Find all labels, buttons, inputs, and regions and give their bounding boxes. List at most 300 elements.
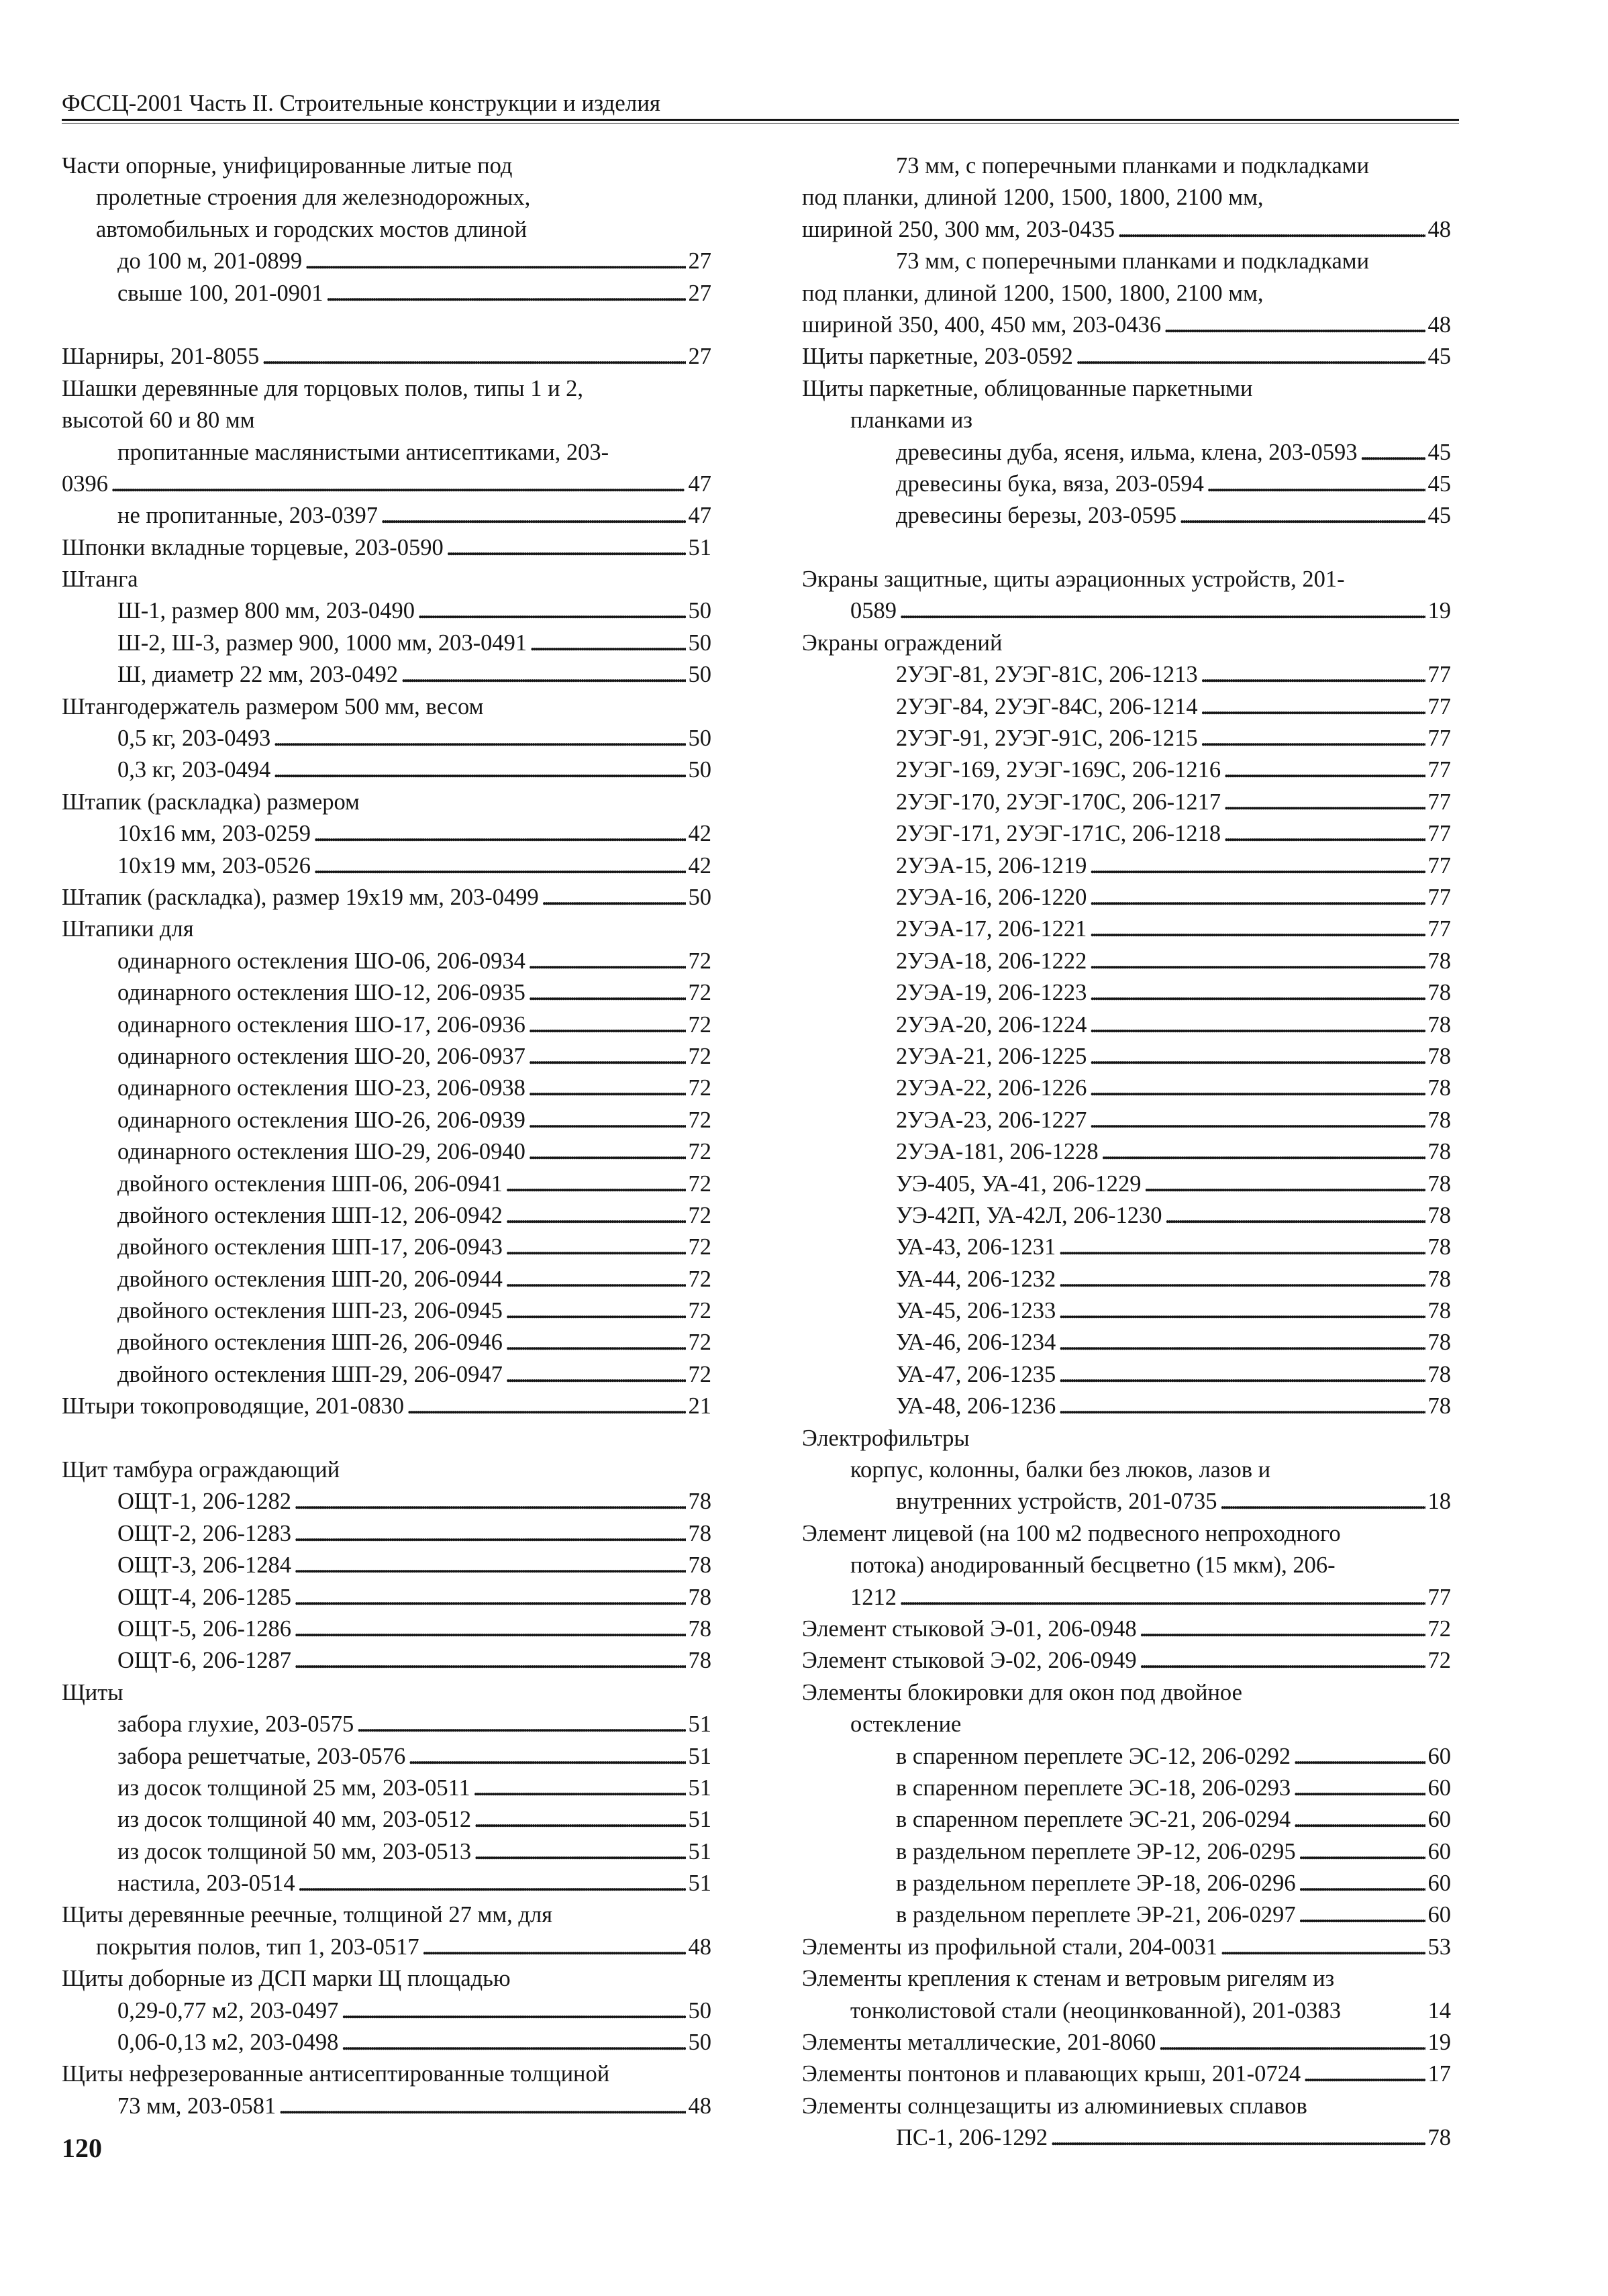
entry-text: забора решетчатые, 203-0576 — [117, 1743, 406, 1769]
index-entry — [62, 2058, 711, 2090]
entry-text: древесины дуба, ясеня, ильма, клена, 203-0593 — [896, 439, 1358, 465]
index-entry — [802, 1550, 1451, 1581]
dot-leader — [1089, 946, 1425, 977]
entry-text: Шашки деревянные для торцовых полов, типы 1 и 2, — [62, 375, 584, 401]
index-entry — [62, 913, 711, 945]
page-reference: 42 — [688, 821, 711, 847]
index-entry — [802, 1836, 1451, 1868]
entry-text: 0589 — [850, 598, 897, 624]
page-reference: 78 — [1427, 1043, 1451, 1069]
dot-leader — [446, 532, 686, 564]
page-reference: 72 — [688, 1170, 711, 1197]
entry-text: ОЩТ-1, 206-1282 — [117, 1489, 292, 1515]
entry-text: 2УЭГ-171, 2УЭГ-171С, 206-1218 — [896, 821, 1221, 847]
entry-text: Экраны ограждений — [802, 630, 1003, 656]
page-reference: 47 — [688, 503, 711, 529]
index-entry — [802, 1200, 1451, 1232]
entry-text: УЭ-42П, УА-42Л, 206-1230 — [896, 1202, 1162, 1228]
page-reference: 77 — [1427, 852, 1451, 879]
page-reference: 51 — [688, 1775, 711, 1801]
entry-text: Штапик (раскладка), размер 19х19 мм, 203-0499 — [62, 884, 539, 910]
page-reference: 78 — [1427, 1330, 1451, 1356]
page-reference: 42 — [688, 852, 711, 879]
index-entry — [62, 1550, 711, 1581]
index-entry — [802, 341, 1451, 372]
entry-text: 2УЭГ-84, 2УЭГ-84С, 206-1214 — [896, 693, 1198, 719]
index-entry — [802, 1391, 1451, 1422]
page-reference: 27 — [688, 248, 711, 274]
dot-leader — [899, 1582, 1425, 1613]
page-reference: 77 — [1427, 1584, 1451, 1610]
entry-text: Элемент стыковой Э-01, 206-0948 — [802, 1615, 1137, 1642]
dot-leader — [474, 1836, 685, 1868]
entry-text: УЭ-405, УА-41, 206-1229 — [896, 1170, 1142, 1197]
index-entry — [62, 628, 711, 659]
dot-leader — [1165, 1200, 1425, 1232]
entry-text: Щиты доборные из ДСП марки Щ площадью — [62, 1966, 511, 1992]
entry-text: 0,29-0,77 м2, 203-0497 — [117, 1997, 339, 2024]
index-entry — [802, 1264, 1451, 1295]
page-reference: 51 — [688, 1838, 711, 1864]
entry-text: 0,5 кг, 203-0493 — [117, 726, 271, 752]
dot-leader — [341, 1995, 685, 2027]
index-entry — [62, 1105, 711, 1136]
entry-text: УА-48, 206-1236 — [896, 1393, 1056, 1419]
index-entry — [802, 1773, 1451, 1804]
dot-leader — [1201, 691, 1425, 723]
index-entry — [62, 1359, 711, 1391]
index-entry — [62, 723, 711, 754]
page-reference: 78 — [688, 1489, 711, 1515]
page-reference: 60 — [1427, 1838, 1451, 1864]
index-entry — [62, 437, 711, 468]
index-entry — [802, 182, 1451, 213]
dot-leader — [305, 246, 685, 277]
dot-leader — [341, 2027, 685, 2058]
index-entry — [62, 214, 711, 246]
page-reference: 53 — [1427, 1934, 1451, 1960]
dot-leader — [1058, 1232, 1425, 1263]
page-reference: 72 — [688, 1139, 711, 1165]
page-reference: 78 — [1427, 1266, 1451, 1292]
index-entry — [802, 850, 1451, 882]
index-entry — [802, 882, 1451, 913]
dot-leader — [1207, 468, 1425, 500]
page-reference: 60 — [1427, 1870, 1451, 1897]
page-reference: 78 — [1427, 1234, 1451, 1260]
entry-text: одинарного остекления ШО-23, 206-0938 — [117, 1075, 525, 1101]
page-reference: 78 — [1427, 1139, 1451, 1165]
dot-leader — [528, 1105, 686, 1136]
index-entry — [62, 405, 711, 436]
dot-leader — [1293, 1741, 1425, 1773]
index-entry — [62, 1836, 711, 1868]
entry-text: пропитанные маслянистыми антисептиками, 203- — [117, 439, 609, 465]
entry-text: 2УЭА-181, 206-1228 — [896, 1139, 1099, 1165]
index-entry — [802, 1995, 1451, 2027]
dot-leader — [294, 1486, 685, 1517]
page-reference: 60 — [1427, 1807, 1451, 1833]
entry-text: 1212 — [850, 1584, 897, 1610]
entry-text: Части опорные, унифицированные литые под — [62, 153, 513, 179]
index-entry — [62, 1295, 711, 1327]
entry-text: Штапик (раскладка) размером — [62, 789, 360, 815]
page-reference: 78 — [688, 1615, 711, 1642]
entry-text: шириной 250, 300 мм, 203-0435 — [802, 216, 1115, 242]
entry-text: Элементы крепления к стенам и ветровым ригелям из — [802, 1966, 1335, 1992]
dot-leader — [111, 468, 686, 500]
dot-leader — [1089, 977, 1425, 1009]
entry-text: 10х19 мм, 203-0526 — [117, 852, 311, 879]
entry-text: одинарного остекления ШО-20, 206-0937 — [117, 1043, 525, 1069]
index-entry — [62, 1899, 711, 1931]
dot-leader — [505, 1200, 686, 1232]
running-header: ФССЦ-2001 Часть II. Строительные конструкции и изделия — [62, 90, 661, 116]
index-entry — [62, 659, 711, 691]
dot-leader — [273, 754, 685, 786]
page-number: 120 — [62, 2133, 102, 2163]
index-entry — [62, 1486, 711, 1517]
entry-text: в раздельном переплете ЭР-21, 206-0297 — [896, 1902, 1296, 1928]
index-entry — [62, 754, 711, 786]
index-entry — [62, 818, 711, 850]
page-reference: 78 — [688, 1552, 711, 1579]
index-entry — [62, 1391, 711, 1422]
entry-text: Элементы металлические, 201-8060 — [802, 2030, 1156, 2056]
dot-leader — [542, 882, 686, 913]
index-entry — [62, 373, 711, 405]
index-entry — [62, 977, 711, 1009]
entry-text: внутренних устройств, 201-0735 — [896, 1489, 1217, 1515]
index-entry — [802, 1963, 1451, 1995]
blank-line — [62, 1423, 711, 1454]
page-reference: 14 — [1427, 1997, 1451, 2024]
index-entry — [802, 1677, 1451, 1709]
page-reference: 72 — [688, 1298, 711, 1324]
dot-leader — [1223, 754, 1425, 786]
dot-leader — [1220, 1932, 1425, 1963]
dot-leader — [1360, 437, 1425, 468]
index-entry — [62, 1072, 711, 1104]
index-entry — [802, 1295, 1451, 1327]
dot-leader — [401, 659, 685, 691]
page-reference: 60 — [1427, 1775, 1451, 1801]
index-entry — [802, 2058, 1451, 2090]
dot-leader — [1299, 1899, 1425, 1931]
entry-text: настила, 203-0514 — [117, 1870, 295, 1897]
entry-text: УА-45, 206-1233 — [896, 1298, 1056, 1324]
dot-leader — [313, 850, 685, 882]
dot-leader — [1058, 1264, 1425, 1295]
entry-text: 10х16 мм, 203-0259 — [117, 821, 311, 847]
index-entry — [62, 1518, 711, 1550]
entry-text: остекление — [850, 1711, 962, 1738]
index-entry — [62, 1645, 711, 1677]
index-column-left — [62, 150, 711, 2122]
index-entry — [802, 1072, 1451, 1104]
index-entry — [62, 1613, 711, 1645]
entry-text: ПС-1, 206-1292 — [896, 2125, 1048, 2151]
entry-text: двойного остекления ШП-23, 206-0945 — [117, 1298, 503, 1324]
entry-text: двойного остекления ШП-12, 206-0942 — [117, 1202, 503, 1228]
page-reference: 51 — [688, 1711, 711, 1738]
dot-leader — [262, 341, 685, 372]
entry-text: Щиты деревянные реечные, толщиной 27 мм, для — [62, 1902, 553, 1928]
dot-leader — [505, 1264, 686, 1295]
dot-leader — [1101, 1136, 1425, 1168]
entry-text: 2УЭГ-81, 2УЭГ-81С, 206-1213 — [896, 662, 1198, 688]
page-reference: 50 — [688, 757, 711, 783]
page-reference: 72 — [1427, 1648, 1451, 1674]
page-reference: 72 — [688, 1107, 711, 1133]
index-entry — [802, 214, 1451, 246]
page-reference: 72 — [688, 1075, 711, 1101]
index-entry — [802, 500, 1451, 532]
page-reference: 50 — [688, 2030, 711, 2056]
index-entry — [62, 1741, 711, 1773]
dot-leader — [407, 1391, 685, 1422]
entry-text: 2УЭА-21, 206-1225 — [896, 1043, 1087, 1069]
index-column-right — [802, 150, 1451, 2154]
entry-text: Элемент лицевой (на 100 м2 подвесного непроходного — [802, 1520, 1341, 1546]
dot-leader — [1164, 309, 1425, 341]
index-entry — [802, 628, 1451, 659]
index-entry — [62, 500, 711, 532]
entry-text: 2УЭА-22, 206-1226 — [896, 1075, 1087, 1101]
entry-text: из досок толщиной 50 мм, 203-0513 — [117, 1838, 472, 1864]
index-entry — [802, 2122, 1451, 2154]
page-reference: 21 — [688, 1393, 711, 1419]
dot-leader — [505, 1359, 686, 1391]
index-entry — [62, 1264, 711, 1295]
dot-leader — [1201, 659, 1425, 691]
page-reference: 78 — [1427, 1361, 1451, 1387]
entry-text: Шпонки вкладные торцевые, 203-0590 — [62, 534, 444, 560]
entry-text: двойного остекления ШП-17, 206-0943 — [117, 1234, 503, 1260]
entry-text: 2УЭА-19, 206-1223 — [896, 980, 1087, 1006]
entry-text: Элемент стыковой Э-02, 206-0949 — [802, 1648, 1137, 1674]
dot-leader — [1303, 2058, 1425, 2090]
page-reference: 27 — [688, 280, 711, 306]
entry-text: потока) анодированный бесцветно (15 мкм), 206- — [850, 1552, 1336, 1579]
entry-text: Элементы понтонов и плавающих крыш, 201-0724 — [802, 2061, 1301, 2087]
dot-leader — [313, 818, 685, 850]
entry-text: ОЩТ-4, 206-1285 — [117, 1584, 292, 1610]
page-reference: 72 — [688, 1043, 711, 1069]
entry-text: 2УЭА-16, 206-1220 — [896, 884, 1087, 910]
dot-leader — [1050, 2122, 1425, 2154]
index-entry — [802, 723, 1451, 754]
page-reference: 72 — [688, 1234, 711, 1260]
page-reference: 72 — [688, 1330, 711, 1356]
entry-text: Щиты нефрезерованные антисептированные толщиной — [62, 2061, 610, 2087]
page-reference: 50 — [688, 598, 711, 624]
index-entry — [802, 977, 1451, 1009]
entry-text: Шарниры, 201-8055 — [62, 344, 260, 370]
index-entry — [62, 564, 711, 595]
dot-leader — [1140, 1645, 1425, 1677]
page-reference: 77 — [1427, 693, 1451, 719]
page-reference: 72 — [688, 1011, 711, 1038]
entry-text: пролетные строения для железнодорожных, — [96, 185, 531, 211]
entry-text: забора глухие, 203-0575 — [117, 1711, 354, 1738]
page-reference: 72 — [688, 1361, 711, 1387]
index-entry — [62, 946, 711, 977]
entry-text: из досок толщиной 40 мм, 203-0512 — [117, 1807, 472, 1833]
index-entry — [802, 1041, 1451, 1072]
index-entry — [802, 1899, 1451, 1931]
page-reference: 48 — [1427, 311, 1451, 338]
dot-leader — [294, 1550, 685, 1581]
page-reference: 19 — [1427, 2030, 1451, 2056]
entry-text: под планки, длиной 1200, 1500, 1800, 2100 мм, — [802, 185, 1264, 211]
index-entry — [62, 1136, 711, 1168]
entry-text: из досок толщиной 25 мм, 203-0511 — [117, 1775, 470, 1801]
entry-text: двойного остекления ШП-29, 206-0947 — [117, 1361, 503, 1387]
index-entry — [62, 1709, 711, 1740]
page-reference: 51 — [688, 1807, 711, 1833]
page-reference: 48 — [688, 2093, 711, 2119]
page-reference: 78 — [1427, 1393, 1451, 1419]
entry-text: 2УЭГ-91, 2УЭГ-91С, 206-1215 — [896, 726, 1198, 752]
dot-leader — [528, 1136, 686, 1168]
entry-text: одинарного остекления ШО-29, 206-0940 — [117, 1139, 525, 1165]
page-reference: 72 — [688, 948, 711, 974]
entry-text: Электрофильтры — [802, 1425, 970, 1451]
entry-text: Элементы из профильной стали, 204-0031 — [802, 1934, 1218, 1960]
entry-text: Щиты — [62, 1679, 123, 1705]
page-reference: 78 — [1427, 948, 1451, 974]
entry-text: ОЩТ-2, 206-1283 — [117, 1520, 292, 1546]
dot-leader — [1158, 2027, 1425, 2058]
index-entry — [802, 1327, 1451, 1358]
page-reference: 50 — [688, 1997, 711, 2024]
entry-text: высотой 60 и 80 мм — [62, 407, 255, 434]
entry-text: до 100 м, 201-0899 — [117, 248, 303, 274]
page-reference: 77 — [1427, 726, 1451, 752]
index-entry — [802, 405, 1451, 436]
dot-leader — [294, 1582, 685, 1613]
dot-leader — [505, 1327, 686, 1358]
dot-leader — [505, 1295, 686, 1327]
dot-leader — [1089, 913, 1425, 945]
entry-text: УА-44, 206-1232 — [896, 1266, 1056, 1292]
entry-text: в спаренном переплете ЭС-21, 206-0294 — [896, 1807, 1291, 1833]
page-reference: 78 — [688, 1584, 711, 1610]
entry-text: 2УЭГ-170, 2УЭГ-170С, 206-1217 — [896, 789, 1221, 815]
entry-text: планками из — [850, 407, 973, 434]
entry-text: ОЩТ-3, 206-1284 — [117, 1552, 292, 1579]
page-reference: 17 — [1427, 2061, 1451, 2087]
index-entry — [802, 373, 1451, 405]
index-entry — [62, 1009, 711, 1041]
entry-text: двойного остекления ШП-20, 206-0944 — [117, 1266, 503, 1292]
page-reference: 51 — [688, 1743, 711, 1769]
index-entry — [62, 1454, 711, 1486]
dot-leader — [408, 1741, 685, 1773]
entry-text: шириной 350, 400, 450 мм, 203-0436 — [802, 311, 1162, 338]
dot-leader — [1179, 500, 1425, 532]
blank-line — [62, 309, 711, 341]
entry-text: Экраны защитные, щиты аэрационных устройств, 201- — [802, 566, 1345, 593]
entry-text: УА-46, 206-1234 — [896, 1330, 1056, 1356]
index-entry — [62, 787, 711, 818]
page-reference: 78 — [1427, 1170, 1451, 1197]
dot-leader — [528, 1009, 686, 1041]
entry-text: Штанга — [62, 566, 138, 593]
page-reference: 78 — [1427, 1011, 1451, 1038]
entry-text: Штыри токопроводящие, 201-0830 — [62, 1393, 405, 1419]
page-reference: 77 — [1427, 789, 1451, 815]
index-entry — [62, 1804, 711, 1836]
index-entry — [802, 1613, 1451, 1645]
page-reference: 45 — [1427, 470, 1451, 497]
index-entry — [802, 309, 1451, 341]
dot-leader — [1089, 1009, 1425, 1041]
dot-leader — [1293, 1773, 1425, 1804]
page-reference: 72 — [1427, 1615, 1451, 1642]
page-reference: 47 — [688, 470, 711, 497]
entry-text: 0,06-0,13 м2, 203-0498 — [117, 2030, 339, 2056]
entry-text: покрытия полов, тип 1, 203-0517 — [96, 1934, 419, 1960]
index-entry — [802, 1709, 1451, 1740]
index-entry — [62, 2027, 711, 2058]
index-entry — [802, 1486, 1451, 1517]
index-entry — [802, 2091, 1451, 2122]
page-reference: 18 — [1427, 1489, 1451, 1515]
index-entry — [62, 1168, 711, 1200]
dot-leader — [1089, 1072, 1425, 1104]
entry-text: древесины березы, 203-0595 — [896, 503, 1177, 529]
index-entry — [62, 691, 711, 723]
dot-leader — [1201, 723, 1425, 754]
index-entry — [802, 1168, 1451, 1200]
entry-text: УА-47, 206-1235 — [896, 1361, 1056, 1387]
dot-leader — [422, 1932, 686, 1963]
entry-text: 73 мм, 203-0581 — [117, 2093, 277, 2119]
dot-leader — [528, 1041, 686, 1072]
index-entry — [62, 1232, 711, 1263]
dot-leader — [356, 1709, 685, 1740]
index-entry — [802, 1741, 1451, 1773]
index-entry — [62, 1773, 711, 1804]
dot-leader — [1144, 1168, 1425, 1200]
page-reference: 60 — [1427, 1743, 1451, 1769]
dot-leader — [530, 628, 685, 659]
entry-text: Ш-2, Ш-3, размер 900, 1000 мм, 203-0491 — [117, 630, 527, 656]
page-reference: 50 — [688, 726, 711, 752]
page-reference: 78 — [1427, 1075, 1451, 1101]
entry-text: 0396 — [62, 470, 108, 497]
dot-leader — [298, 1868, 686, 1899]
index-entry — [62, 1868, 711, 1899]
index-entry — [62, 850, 711, 882]
entry-text: в раздельном переплете ЭР-18, 206-0296 — [896, 1870, 1296, 1897]
dot-leader — [1089, 1105, 1425, 1136]
index-entry — [802, 1518, 1451, 1550]
index-entry — [802, 1359, 1451, 1391]
page-reference: 60 — [1427, 1902, 1451, 1928]
entry-text: тонколистовой стали (неоцинкованной), 201-0383 — [850, 1997, 1342, 2024]
entry-text: одинарного остекления ШО-06, 206-0934 — [117, 948, 525, 974]
page-reference: 77 — [1427, 916, 1451, 942]
dot-leader — [1220, 1486, 1425, 1517]
page-reference: 51 — [688, 1870, 711, 1897]
index-entry — [802, 1868, 1451, 1899]
dot-leader — [1076, 341, 1425, 372]
index-entry — [802, 1136, 1451, 1168]
page-reference: 78 — [688, 1520, 711, 1546]
